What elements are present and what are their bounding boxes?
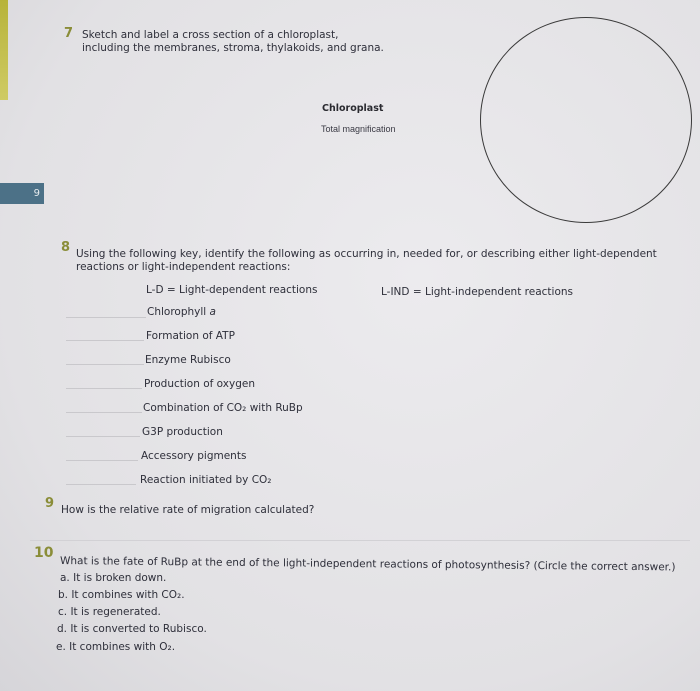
question-8-line2: reactions or light-independent reactions:: [76, 261, 291, 273]
item-co2-rubp: Combination of CO₂ with RuBp: [143, 402, 303, 414]
option-b: b. It combines with CO₂.: [58, 589, 185, 601]
sketch-circle: [480, 17, 692, 223]
question-10-number: 10: [34, 545, 54, 561]
answer-line: [66, 317, 146, 318]
diagram-subtitle: Total magnification: [321, 124, 396, 134]
item-oxygen: Production of oxygen: [144, 378, 255, 390]
question-7-line1: Sketch and label a cross section of a chloroplast,: [82, 29, 339, 41]
answer-line: [66, 388, 142, 389]
item-chlorophyll: [147, 306, 216, 318]
item-co2-initiated: Reaction initiated by CO₂: [140, 474, 272, 486]
option-e: e. It combines with O₂.: [56, 641, 176, 653]
option-c: c. It is regenerated.: [58, 606, 161, 618]
answer-line: [66, 436, 140, 437]
section-tab-label: 9: [33, 188, 40, 199]
answer-line: [66, 364, 144, 365]
question-7-number: 7: [64, 26, 74, 41]
answer-line: [66, 484, 136, 485]
answer-line: [66, 340, 144, 341]
item-rubisco: Enzyme Rubisco: [145, 354, 231, 366]
question-10-text: What is the fate of RuBp at the end of the light-independent reactions of photosynthesis? (Circle the correct answer.): [59, 555, 676, 574]
item-chlorophyll-italic: a: [209, 306, 216, 318]
answer-line: [66, 460, 138, 461]
option-a: a. It is broken down.: [60, 572, 167, 584]
answer-line: [66, 412, 142, 413]
item-chlorophyll-text: Chlorophyll a: [147, 306, 216, 318]
item-accessory-pigments: Accessory pigments: [141, 450, 247, 462]
question-8-line1: Using the following key, identify the following as occurring in, needed for, or describing either light-dependent: [76, 248, 657, 260]
diagram-title: Chloroplast: [322, 103, 384, 114]
key-light-independent: L-IND = Light-independent reactions: [381, 286, 574, 298]
item-atp: Formation of ATP: [146, 330, 235, 342]
section-tab: [0, 183, 44, 204]
question-9-number: 9: [45, 496, 55, 511]
question-7-line2: including the membranes, stroma, thylakoids, and grana.: [82, 42, 384, 54]
item-g3p: G3P production: [142, 426, 223, 438]
question-9-text: How is the relative rate of migration calculated?: [61, 504, 315, 516]
question-8-number: 8: [61, 240, 71, 255]
key-light-dependent: L-D = Light-dependent reactions: [146, 284, 318, 296]
binding-edge: [0, 0, 8, 100]
section-divider: [30, 540, 690, 541]
option-d: d. It is converted to Rubisco.: [57, 623, 207, 635]
